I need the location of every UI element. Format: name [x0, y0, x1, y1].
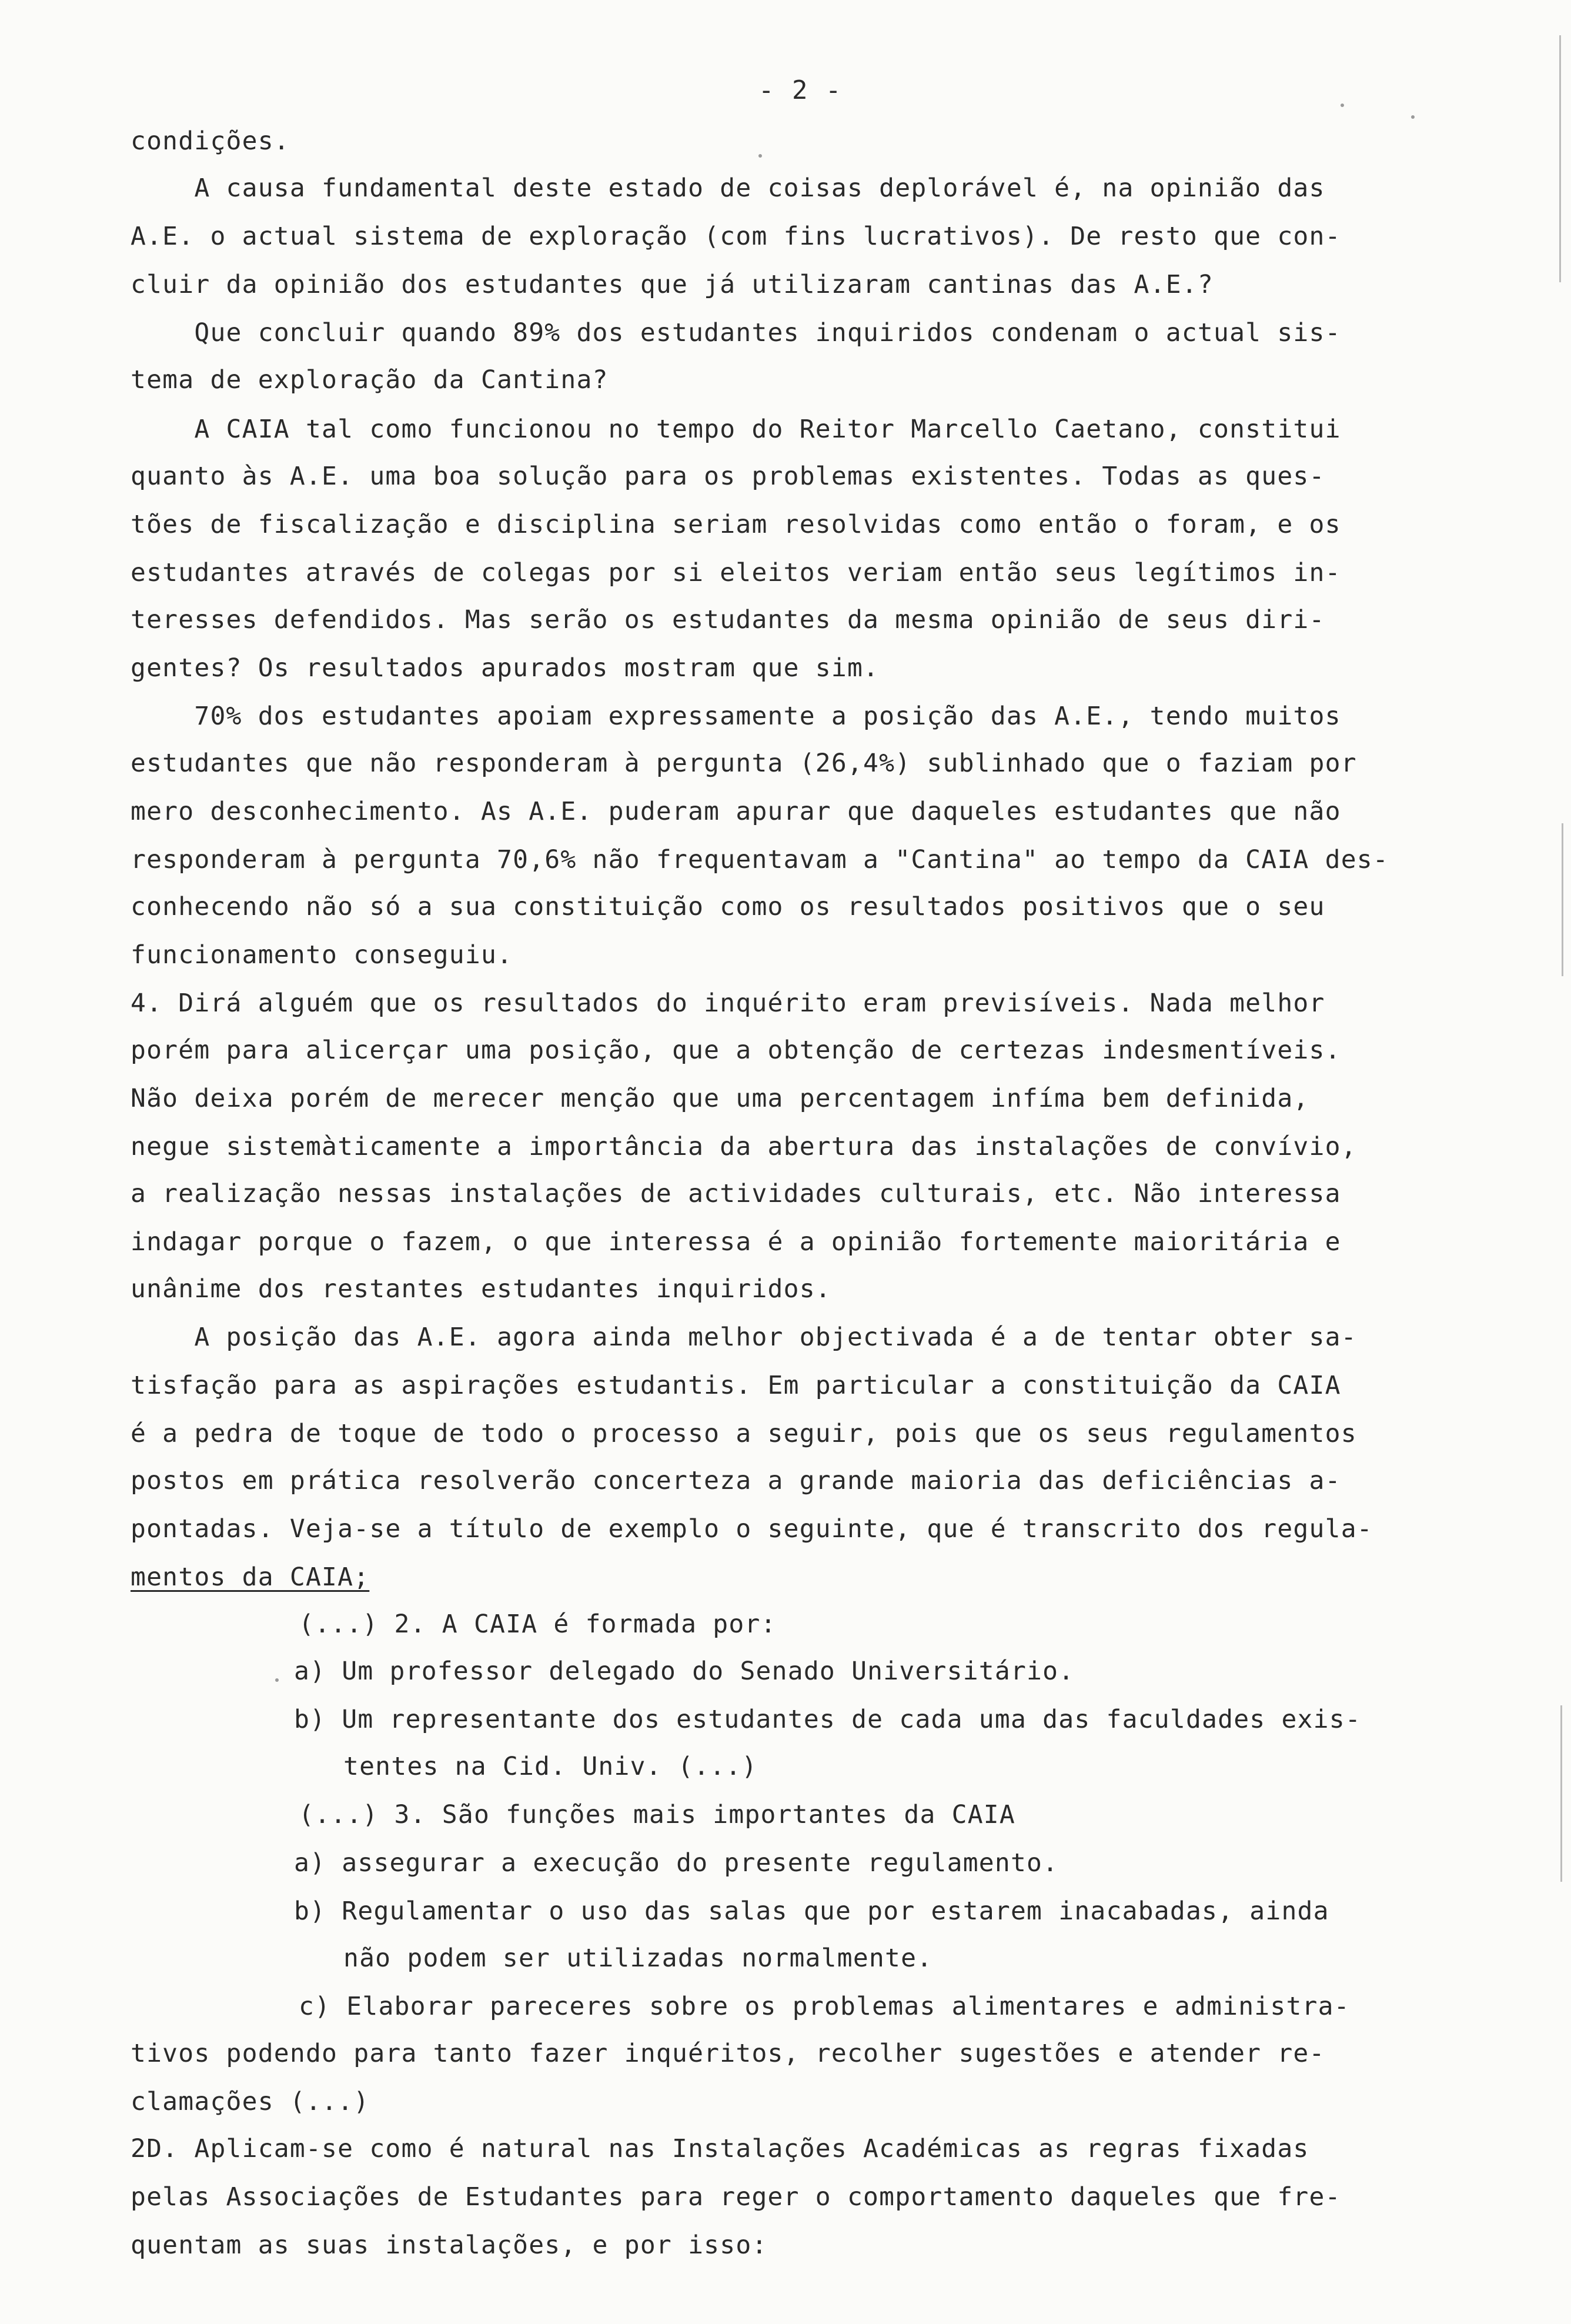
quoted-line: (...) 2. A CAIA é formada por:: [299, 1610, 777, 1639]
scan-speck: [1411, 115, 1415, 119]
text-line: conhecendo não só a sua constituição como os resultados positivos que o seu: [131, 892, 1325, 921]
page-number: - 2 -: [758, 75, 843, 105]
text-line: mentos da CAIA;: [131, 1562, 370, 1592]
text-line: a realização nessas instalações de actividades culturais, etc. Não interessa: [131, 1179, 1341, 1208]
text-line: A posição das A.E. agora ainda melhor objectivada é a de tentar obter sa-: [131, 1323, 1357, 1352]
text-line: 70% dos estudantes apoiam expressamente a posição das A.E., tendo muitos: [131, 702, 1341, 731]
quoted-line: tentes na Cid. Univ. (...): [343, 1752, 758, 1781]
text-line: A CAIA tal como funcionou no tempo do Reitor Marcello Caetano, constitui: [131, 415, 1341, 444]
text-line: estudantes através de colegas por si eleitos veriam então seus legítimos in-: [131, 558, 1341, 587]
text-line: teresses defendidos. Mas serão os estudantes da mesma opinião de seus diri-: [131, 605, 1325, 635]
scan-speck: [1341, 103, 1344, 107]
text-line: unânime dos restantes estudantes inquiridos.: [131, 1274, 831, 1304]
text-line: negue sistemàticamente a importância da abertura das instalações de convívio,: [131, 1132, 1357, 1161]
text-line: condições.: [131, 126, 290, 156]
quoted-line: b) Um representante dos estudantes de cada uma das faculdades exis-: [294, 1705, 1361, 1734]
scan-speck: [275, 1678, 279, 1682]
text-line: 2D. Aplicam-se como é natural nas Instalações Académicas as regras fixadas: [131, 2134, 1309, 2163]
text-line: tivos podendo para tanto fazer inquéritos, recolher sugestões e atender re-: [131, 2039, 1325, 2068]
text-line: Não deixa porém de merecer menção que uma percentagem infíma bem definida,: [131, 1084, 1309, 1113]
text-line: clamações (...): [131, 2087, 370, 2116]
quoted-line: a) Um professor delegado do Senado Universitário.: [294, 1657, 1075, 1686]
quoted-line: a) assegurar a execução do presente regulamento.: [294, 1848, 1059, 1878]
text-line: pontadas. Veja-se a título de exemplo o seguinte, que é transcrito dos regula-: [131, 1514, 1373, 1544]
scan-edge-mark: [1559, 35, 1561, 282]
text-line: cluir da opinião dos estudantes que já utilizaram cantinas das A.E.?: [131, 270, 1214, 299]
text-line: A causa fundamental deste estado de coisas deplorável é, na opinião das: [131, 173, 1325, 203]
scan-edge-mark: [1560, 1705, 1562, 1882]
text-line: Que concluir quando 89% dos estudantes inquiridos condenam o actual sis-: [131, 318, 1341, 348]
text-line: tisfação para as aspirações estudantis. Em particular a constituição da CAIA: [131, 1371, 1341, 1400]
text-line: quentam as suas instalações, e por isso:: [131, 2230, 768, 2260]
text-line: pelas Associações de Estudantes para reger o comportamento daqueles que fre-: [131, 2182, 1341, 2212]
text-line: tões de fiscalização e disciplina seriam resolvidas como então o foram, e os: [131, 510, 1341, 539]
text-line: é a pedra de toque de todo o processo a seguir, pois que os seus regulamentos: [131, 1419, 1357, 1448]
quoted-line: (...) 3. São funções mais importantes da CAIA: [299, 1800, 1015, 1829]
quoted-line: não podem ser utilizadas normalmente.: [343, 1944, 933, 1973]
text-line: mero desconhecimento. As A.E. puderam apurar que daqueles estudantes que não: [131, 797, 1341, 826]
text-line: 4. Dirá alguém que os resultados do inquérito eram previsíveis. Nada melhor: [131, 989, 1325, 1018]
quoted-line: c) Elaborar pareceres sobre os problemas alimentares e administra-: [299, 1992, 1350, 2021]
text-line: quanto às A.E. uma boa solução para os problemas existentes. Todas as ques-: [131, 462, 1325, 491]
text-line: funcionamento conseguiu.: [131, 940, 513, 970]
text-line: A.E. o actual sistema de exploração (com fins lucrativos). De resto que con-: [131, 222, 1341, 251]
text-line: postos em prática resolverão concerteza a grande maioria das deficiências a-: [131, 1466, 1341, 1495]
text-line: indagar porque o fazem, o que interessa é a opinião fortemente maioritária e: [131, 1227, 1341, 1257]
text-line: responderam à pergunta 70,6% não frequentavam a "Cantina" ao tempo da CAIA des-: [131, 845, 1389, 874]
scan-speck: [758, 154, 762, 158]
text-line: gentes? Os resultados apurados mostram que sim.: [131, 653, 880, 683]
scan-edge-mark: [1562, 823, 1563, 976]
text-line: estudantes que não responderam à pergunta (26,4%) sublinhado que o faziam por: [131, 749, 1357, 778]
text-line: porém para alicerçar uma posição, que a obtenção de certezas indesmentíveis.: [131, 1036, 1341, 1065]
quoted-line: b) Regulamentar o uso das salas que por estarem inacabadas, ainda: [294, 1896, 1329, 1926]
text-line: tema de exploração da Cantina?: [131, 365, 609, 395]
